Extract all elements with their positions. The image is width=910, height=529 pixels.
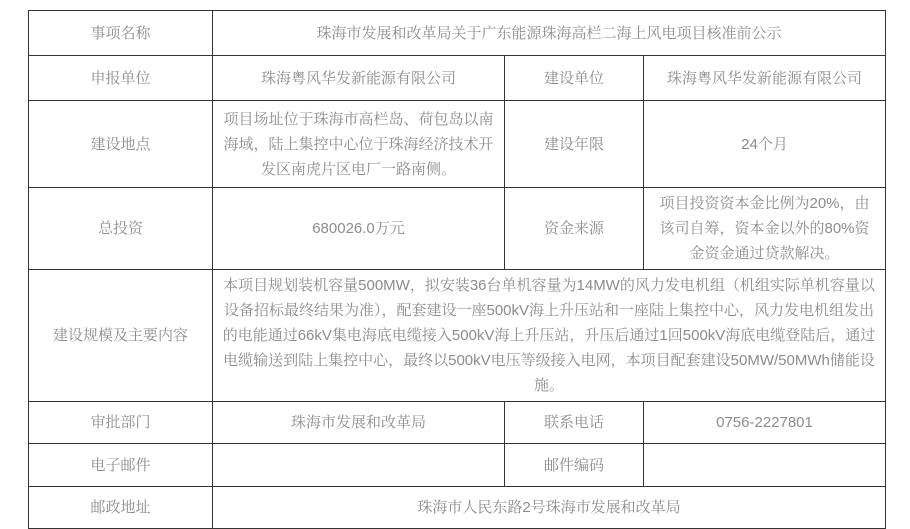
scale-and-content-value: 本项目规划装机容量500MW，拟安装36台单机容量为14MW的风力发电机组（机组实际单机容量以设备招标最终结果为准），配套建设一座500kV海上升压站和一座陆上集控中心，风力发电机组发出的电能通过66kV集电海底电缆接入500kV海上升压站，升压后通过1回500kV海底电缆登陆后，通过电缆输送到陆上集控中心，最终以500kV电压等级接入电网，本项目配套建设50MW/50MWh储能设施。 [213, 270, 886, 402]
postal-address-label: 邮政地址 [29, 487, 213, 529]
table-row [29, 101, 886, 188]
total-investment-value: 680026.0万元 [213, 188, 505, 270]
table-row [29, 444, 886, 487]
construction-site-label: 建设地点 [29, 101, 213, 188]
contact-phone-label: 联系电话 [505, 402, 644, 444]
construction-site-value: 项目场址位于珠海市高栏岛、荷包岛以南海域，陆上集控中心位于珠海经济技术开发区南虎片区电厂一路南侧。 [213, 101, 505, 188]
item-name-label: 事项名称 [29, 11, 213, 56]
declaring-unit-label: 申报单位 [29, 56, 213, 101]
table-row [29, 402, 886, 444]
construction-unit-label: 建设单位 [505, 56, 644, 101]
item-name-value: 珠海市发展和改革局关于广东能源珠海高栏二海上风电项目核准前公示 [213, 11, 886, 56]
approval-department-label: 审批部门 [29, 402, 213, 444]
postal-address-value: 珠海市人民东路2号珠海市发展和改革局 [213, 487, 886, 529]
email-label: 电子邮件 [29, 444, 213, 487]
construction-period-value: 24个月 [644, 101, 886, 188]
declaring-unit-value: 珠海粤风华发新能源有限公司 [213, 56, 505, 101]
table-row [29, 11, 886, 56]
table-row [29, 487, 886, 529]
scale-and-content-label: 建设规模及主要内容 [29, 270, 213, 402]
table-row [29, 270, 886, 402]
approval-department-value: 珠海市发展和改革局 [213, 402, 505, 444]
funding-source-label: 资金来源 [505, 188, 644, 270]
project-info-table [28, 10, 886, 529]
email-value [213, 444, 505, 487]
postal-code-label: 邮件编码 [505, 444, 644, 487]
funding-source-value: 项目投资资本金比例为20%，由该司自筹，资本金以外的80%资金资金通过贷款解决。 [644, 188, 886, 270]
total-investment-label: 总投资 [29, 188, 213, 270]
construction-unit-value: 珠海粤风华发新能源有限公司 [644, 56, 886, 101]
table-row [29, 188, 886, 270]
construction-period-label: 建设年限 [505, 101, 644, 188]
table-row [29, 56, 886, 101]
contact-phone-value: 0756-2227801 [644, 402, 886, 444]
postal-code-value [644, 444, 886, 487]
